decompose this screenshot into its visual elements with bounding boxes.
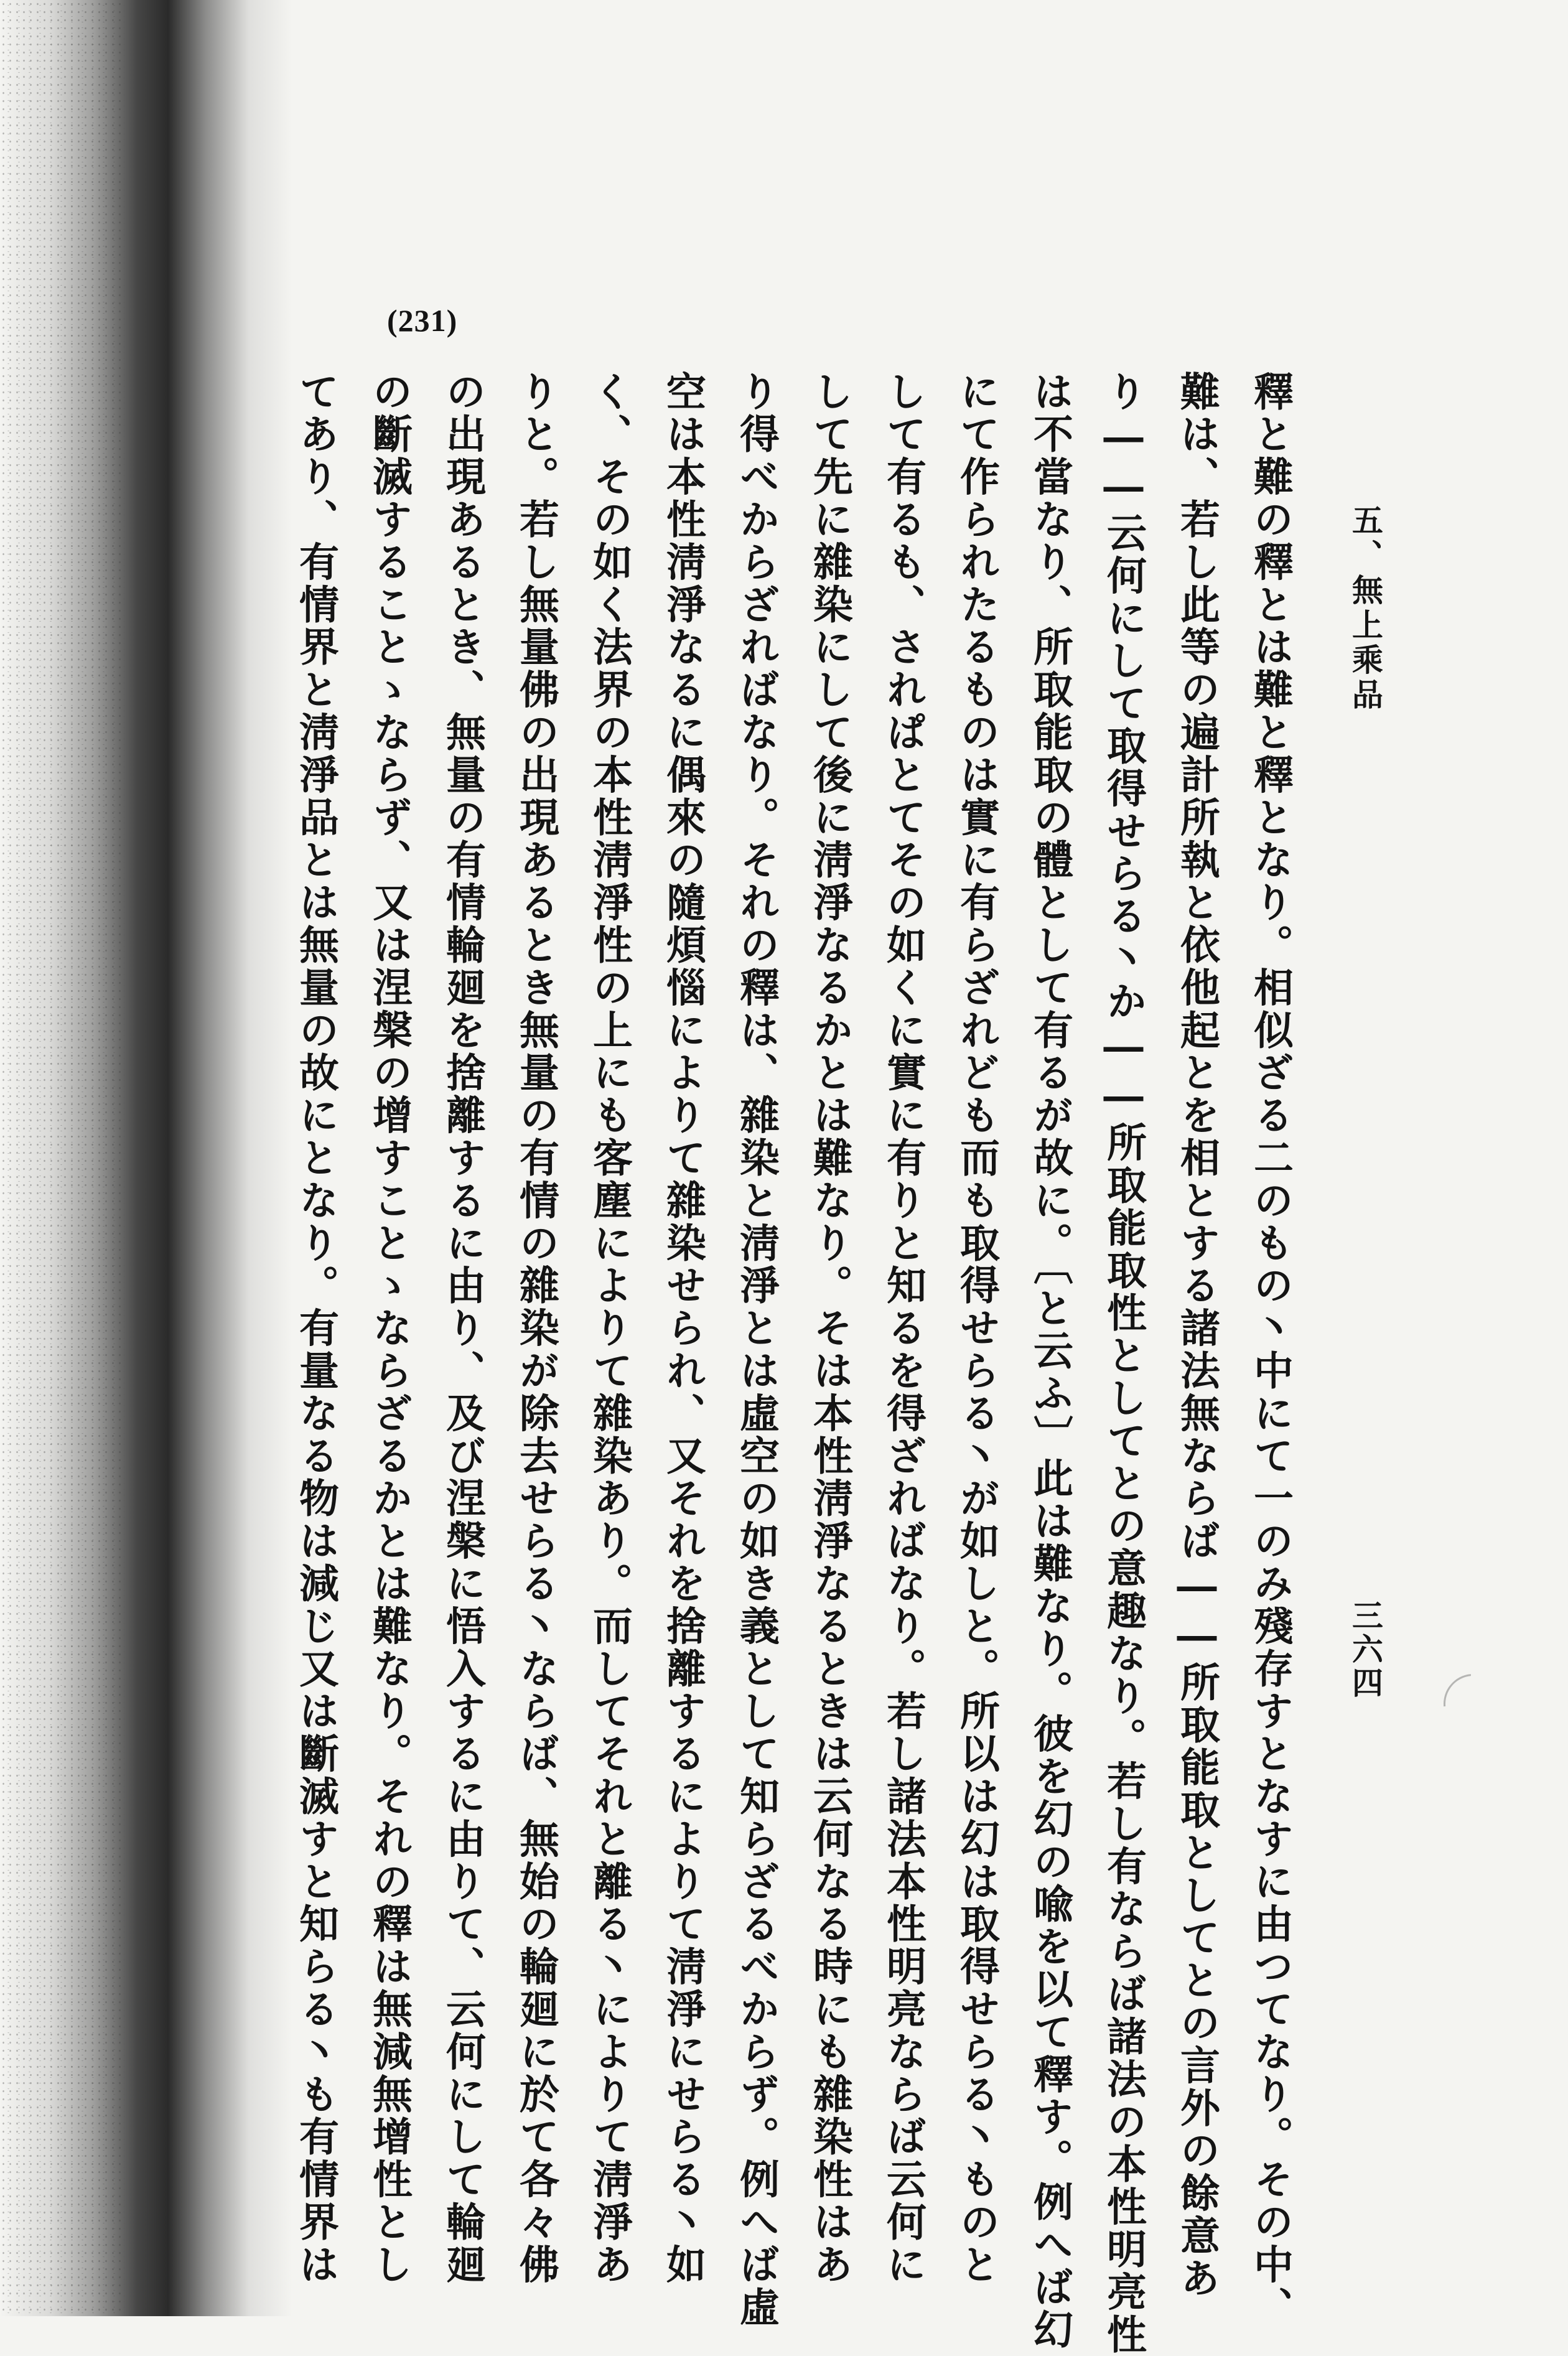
text-column: は不當なり、所取能取の體として有るが故に。〔と云ふ〕此は難なり。彼を幻の喩を以て釋す。例へば幻 [1027,371,1073,2352]
text-column: 難は、若し此等の遍計所執と依他起とを相とする諸法無ならば――所取能取としてとの言外の餘意あ [1174,371,1220,2300]
text-column: して先に雜染にして後に淸淨なるかとは難なり。そは本性淸淨なるときは云何なる時にも雜染性はあ [806,371,853,2286]
text-column: にて作られたるものは實に有らざれども而も取得せらる丶が如しと。所以は幻は取得せらる丶ものと [953,371,1000,2286]
text-column: てあり、有情界と淸淨品とは無量の故にとなり。有量なる物は減じ又は斷滅すと知らる丶も有情界は [292,371,339,2286]
text-column: く、その如く法界の本性淸淨性の上にも客塵によりて雜染あり。而してそれと離る丶によりて淸淨あ [586,371,633,2286]
text-column: り得べからざればなり。それの釋は、雜染と淸淨とは虛空の如き義として知らざるべからず。例へば虛 [733,371,780,2329]
text-column: りと。若し無量佛の出現あるとき無量の有情の雜染が除去せらる丶ならば、無始の輪廻に於て各々佛 [513,371,559,2286]
folio: 三六四 [1347,1599,1384,1700]
page-number: (231) [387,303,458,338]
text-column: の斷滅することゝならず、又は涅槃の增すことゝならざるかとは難なり。それの釋は無減無增性とし [366,371,413,2286]
text-column: 釋と難の釋とは難と釋となり。相似ざる二のもの丶中にて一のみ殘存すとなすに由つてなり。その中、 [1247,371,1294,2329]
text-column: して有るも、されぱとてその如くに實に有りと知るを得ざればなり。若し諸法本性明亮ならば云何に [880,371,926,2286]
running-head: 五、無上乘品 [1347,504,1384,713]
body-text [279,371,1307,2356]
text-column: 空は本性淸淨なるに偶來の隨煩惱によりて雜染せられ、又それを捨離するによりて淸淨にせらる丶如 [660,371,706,2286]
text-column: の出現あるとき、無量の有情輪廻を捨離するに由り、及び涅槃に悟入するに由りて、云何にして輪廻 [439,371,486,2286]
stray-pen-mark [1431,1662,1515,1746]
text-column: り――云何にして取得せらる丶か――所取能取性としてとの意趣なり。若し有ならば諸法の本性明亮性 [1100,371,1147,2356]
scan-noise [0,0,124,2316]
